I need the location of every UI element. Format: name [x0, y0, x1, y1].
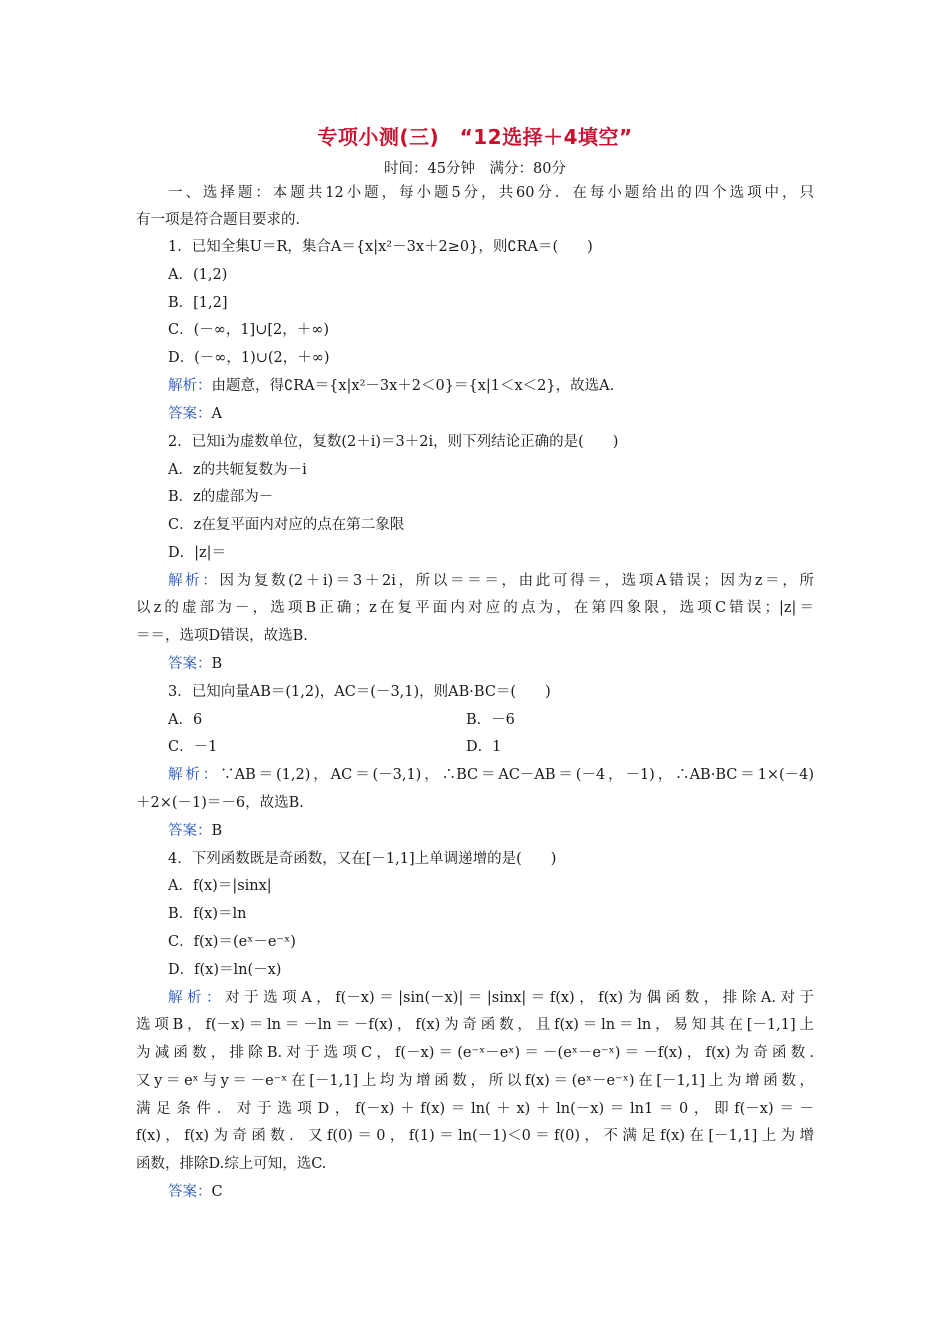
text-line — [168, 432, 618, 452]
line-text: 函数，排除D.综上可知，选C. — [136, 1156, 327, 1172]
line-text: 又y＝eˣ与y＝－e⁻ˣ在[－1,1]上均为增函数，所以f(x)＝(eˣ－e⁻ˣ)在[－1,1]上为增函数， — [136, 1073, 814, 1089]
line-text: C．f(x)＝(eˣ－e⁻ˣ) — [168, 934, 296, 950]
answer-label: 答案： — [168, 823, 212, 839]
line-text: 一、选择题：本题共12小题，每小题5分，共60分．在每小题给出的四个选项中，只 — [168, 185, 814, 201]
line-text: B — [211, 656, 223, 672]
solution-label: 解析： — [168, 573, 220, 589]
line-text: 2．已知i为虚数单位，复数(2＋i)＝3＋2i，则下列结论正确的是( ) — [168, 434, 619, 450]
text-line — [136, 626, 308, 646]
line-text: B．－6 — [466, 712, 515, 728]
line-text: D．f(x)＝ln(－x) — [168, 962, 282, 978]
line-text: C．z在复平面内对应的点在第二象限 — [168, 517, 405, 533]
solution-line — [168, 571, 814, 591]
text-line — [168, 348, 330, 368]
text-line — [168, 293, 228, 313]
answer-line — [168, 404, 222, 424]
text-line — [466, 737, 501, 757]
line-text: D．|z|＝ — [168, 545, 227, 561]
text-line — [168, 710, 202, 730]
text-line — [168, 515, 404, 535]
line-text: ＋2×(－1)＝－6，故选B. — [136, 795, 304, 811]
solution-label: 解析： — [168, 990, 226, 1006]
text-line — [168, 183, 814, 203]
text-line — [136, 1154, 326, 1174]
text-line — [168, 682, 551, 702]
text-line — [136, 793, 304, 813]
exam-meta: 时间：45分钟 满分：80分 — [384, 161, 566, 177]
line-text: B．[1,2] — [168, 295, 228, 311]
page-title: 专项小测(三) “12选择＋4填空” — [317, 125, 633, 149]
line-text: f(x)，f(x)为奇函数．又f(0)＝0，f(1)＝ln(－1)＜0＝f(0)，不满足f(x)在[－1,1]上为增 — [136, 1128, 814, 1144]
line-text: A．6 — [168, 712, 203, 728]
answer-line — [168, 821, 222, 841]
line-text: 3．已知向量AB＝(1,2)，AC＝(－3,1)，则AB·BC＝( ) — [168, 684, 551, 700]
line-text: 满足条件．对于选项D，f(－x)＋f(x)＝ln(＋x)＋ln(－x)＝ln1＝0，即f(－x)＝－ — [136, 1101, 814, 1117]
line-text: 有一项是符合题目要求的． — [136, 212, 310, 228]
line-text: D．(－∞，1)∪(2，＋∞) — [168, 350, 330, 366]
line-text: ∵AB＝(1,2)，AC＝(－3,1)，∴BC＝AC－AB＝(－4，－1)，∴AB·BC＝1×(－4) — [220, 767, 815, 783]
text-line — [168, 460, 307, 480]
text-line — [136, 1126, 814, 1146]
text-line — [466, 710, 515, 730]
line-text: C．(－∞，1]∪[2，＋∞) — [168, 322, 329, 338]
text-line — [168, 320, 329, 340]
line-text: B．f(x)＝ln — [168, 906, 247, 922]
line-text: ＝＝，选项D错误，故选B. — [136, 628, 308, 644]
line-text: 对于选项A，f(－x)＝|sin(－x)|＝|sinx|＝f(x)，f(x)为偶函数，排除A.对于 — [225, 990, 814, 1006]
line-text: 为减函数，排除B.对于选项C，f(－x)＝(e⁻ˣ－eˣ)＝－(eˣ－e⁻ˣ)＝－f(x)，f(x)为奇函数. — [136, 1045, 814, 1061]
text-line — [136, 1015, 814, 1035]
line-text: 因为复数(2＋i)＝3＋2i，所以＝＝＝，由此可得＝，选项A错误；因为z＝，所 — [219, 573, 814, 589]
text-line — [168, 876, 272, 896]
text-line — [136, 1071, 814, 1091]
text-line — [168, 237, 593, 257]
line-text: 4．下列函数既是奇函数，又在[－1,1]上单调递增的是( ) — [168, 851, 557, 867]
answer-line — [168, 654, 222, 674]
line-text: A．z的共轭复数为－i — [168, 462, 307, 478]
solution-line — [168, 376, 614, 396]
text-line — [168, 849, 556, 869]
line-text: A — [211, 406, 222, 422]
answer-label: 答案： — [168, 1184, 212, 1200]
line-text: 由题意，得∁RA＝{x|x²－3x＋2＜0}＝{x|1＜x＜2}，故选A. — [211, 378, 615, 394]
answer-label: 答案： — [168, 656, 212, 672]
answer-label: 答案： — [168, 406, 212, 422]
text-line — [168, 904, 247, 924]
solution-line — [168, 765, 814, 785]
solution-line — [168, 988, 814, 1008]
solution-label: 解析： — [168, 378, 212, 394]
line-text: 以z的虚部为－，选项B正确；z在复平面内对应的点为，在第四象限，选项C错误；|z|＝ — [136, 600, 814, 616]
text-line — [136, 1043, 814, 1063]
text-line — [168, 487, 273, 507]
answer-line — [168, 1182, 223, 1202]
line-text: B．z的虚部为－ — [168, 489, 274, 505]
line-text: B — [211, 823, 223, 839]
text-line — [136, 598, 814, 618]
line-text: C．－1 — [168, 739, 218, 755]
line-text: D．1 — [466, 739, 502, 755]
text-line — [168, 265, 227, 285]
line-text: C — [211, 1184, 223, 1200]
text-line — [136, 1099, 814, 1119]
line-text: A．f(x)＝|sinx| — [168, 878, 272, 894]
text-line — [168, 543, 226, 563]
text-line — [136, 210, 310, 230]
text-line — [168, 960, 281, 980]
text-line — [168, 737, 217, 757]
line-text: A．(1,2) — [168, 267, 228, 283]
line-text: 选项B，f(－x)＝ln＝－ln＝－f(x)，f(x)为奇函数，且f(x)＝ln＝ln，易知其在[－1,1]上 — [136, 1017, 814, 1033]
solution-label: 解析： — [168, 767, 221, 783]
text-line — [168, 932, 296, 952]
line-text: 1．已知全集U＝R，集合A＝{x|x²－3x＋2≥0}，则∁RA＝( ) — [168, 239, 593, 255]
